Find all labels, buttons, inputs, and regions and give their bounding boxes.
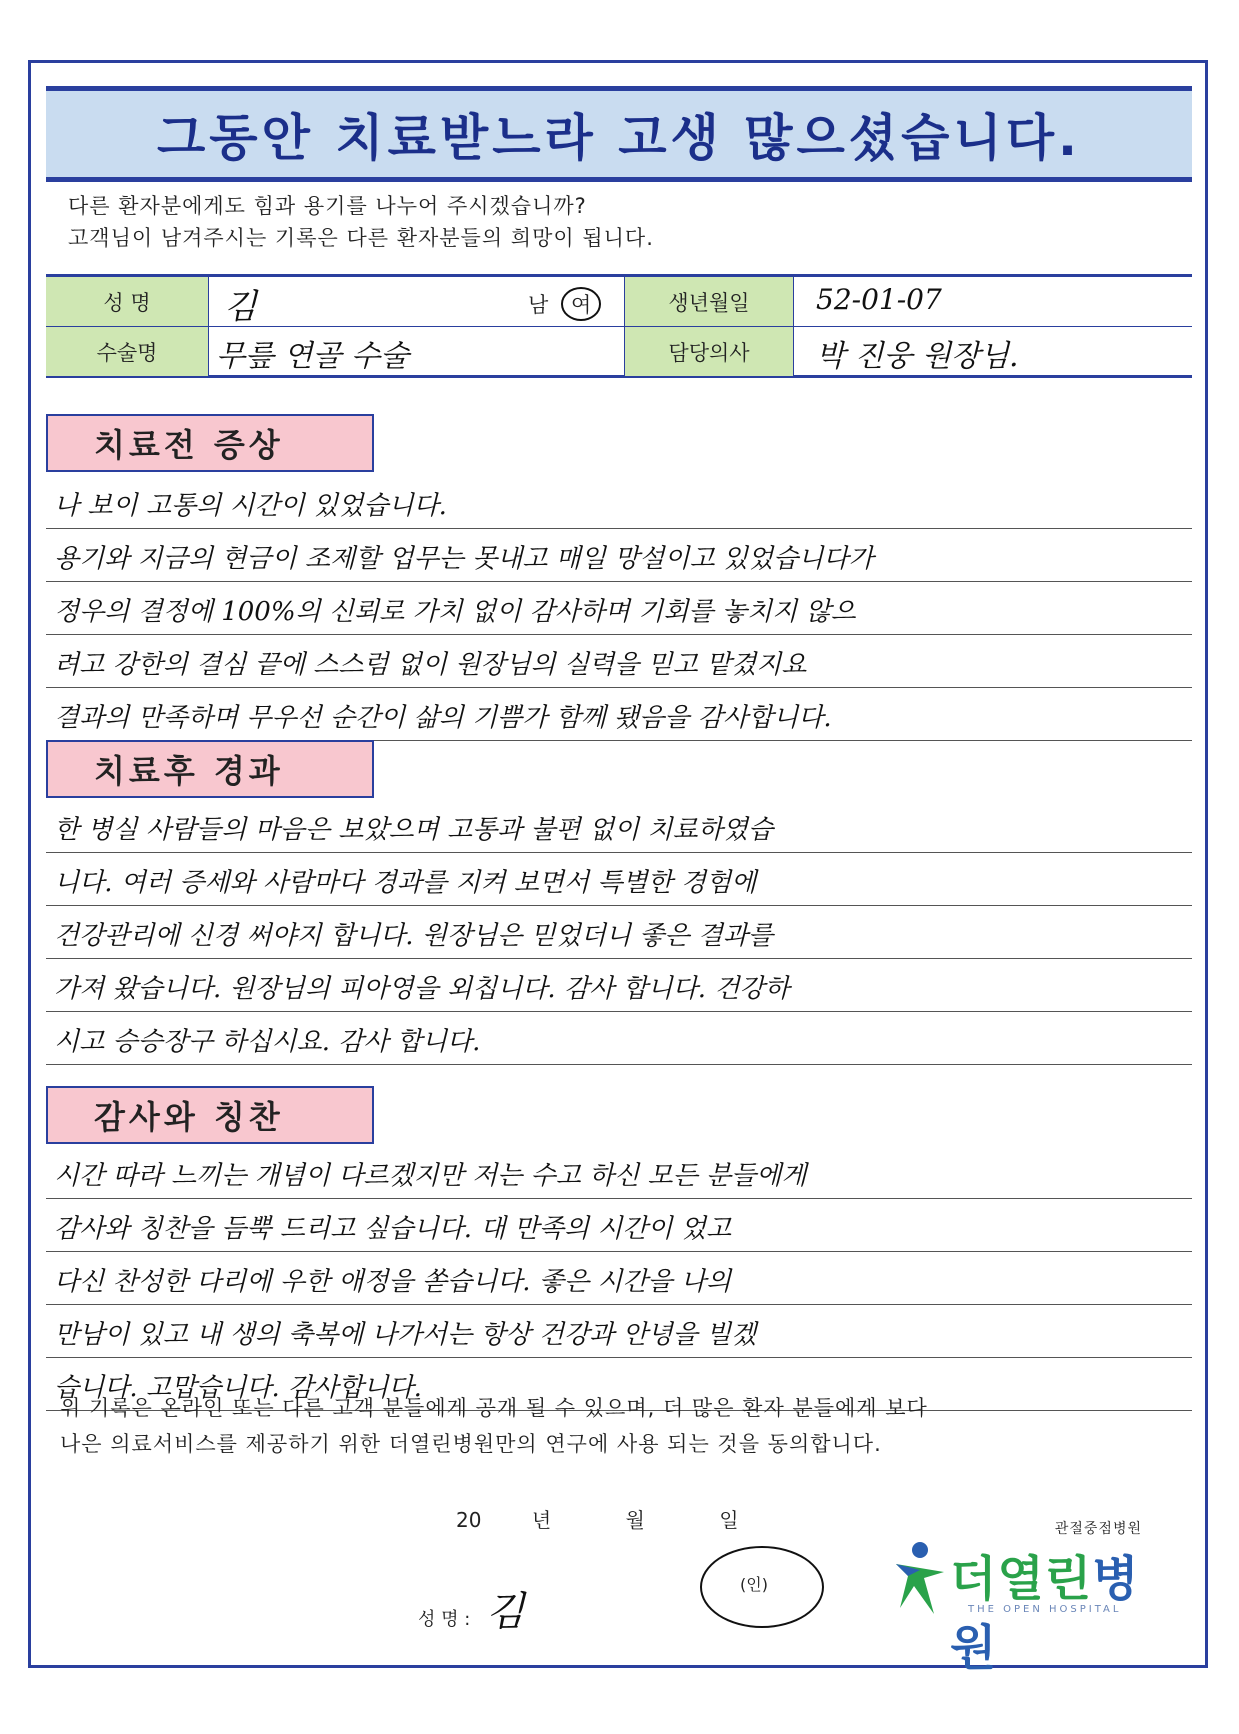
date-field (456, 1504, 739, 1533)
handwritten-line: 나 보이 고통의 시간이 있었습니다. (46, 476, 1192, 529)
handwritten-line: 결과의 만족하며 무우선 순간이 삶의 기쁨가 함께 됐음을 감사합니다. (46, 688, 1192, 741)
handwritten-line: 니다. 여러 증세와 사람마다 경과를 지켜 보면서 특별한 경험에 (46, 853, 1192, 906)
handwritten-line: 건강관리에 신경 써야지 합니다. 원장님은 믿었더니 좋은 결과를 (46, 906, 1192, 959)
section-heading-after: 치료후 경과 (46, 740, 374, 798)
logo-name: 더열린병원 (950, 1551, 1140, 1676)
birth-label: 생년월일 (624, 277, 794, 326)
handwritten-line: 용기와 지금의 현금이 조제할 업무는 못내고 매일 망설이고 있었습니다가 (46, 529, 1192, 582)
name-value: 김 (224, 287, 257, 327)
handwritten-line: 습니다. 고맙습니다. 감사합니다. (46, 1358, 1192, 1411)
date-month-unit: 월 (625, 1508, 645, 1532)
doctor-value: 박 진웅 원장님. (816, 339, 1019, 374)
section-lines-before (46, 476, 1192, 741)
section-lines-after (46, 800, 1192, 1065)
section-heading-thanks: 감사와 칭찬 (46, 1086, 374, 1144)
signature-label: 성 명 : (418, 1609, 471, 1630)
handwritten-line: 정우의 결정에 100%의 신뢰로 가치 없이 감사하며 기회를 놓치지 않으 (46, 582, 1192, 635)
logo-subtitle: 관절중점병원 (1054, 1521, 1142, 1537)
consent-line-1: 위 기록은 온라인 또는 다른 고객 분들에게 공개 될 수 있으며, 더 많은 환자 분들에게 보다 (60, 1396, 928, 1420)
page-title: 그동안 치료받느라 고생 많으셨습니다. (156, 109, 1081, 167)
signature-field (418, 1580, 525, 1637)
handwritten-line: 한 병실 사람들의 마음은 보았으며 고통과 불편 없이 치료하였습 (46, 800, 1192, 853)
surgery-label: 수술명 (46, 327, 209, 376)
doctor-label: 담당의사 (624, 327, 794, 376)
handwritten-line: 만남이 있고 내 생의 축복에 나가서는 항상 건강과 안녕을 빌겠 (46, 1305, 1192, 1358)
logo-english: THE OPEN HOSPITAL (968, 1604, 1122, 1615)
logo-figure-icon (890, 1538, 950, 1618)
date-year-unit: 년 (531, 1508, 552, 1532)
name-label: 성 명 (46, 277, 209, 326)
hospital-logo (890, 1518, 1150, 1676)
handwritten-line: 려고 강한의 결심 끝에 스스럼 없이 원장님의 실력을 믿고 맡겼지요 (46, 635, 1192, 688)
date-day-unit: 일 (719, 1508, 739, 1532)
handwritten-line: 다신 찬성한 다리에 우한 애정을 쏟습니다. 좋은 시간을 나의 (46, 1252, 1192, 1305)
info-row-2 (46, 327, 1192, 376)
signature-value: 김 (486, 1589, 525, 1635)
title-banner (46, 86, 1192, 182)
info-row-1 (46, 277, 1192, 327)
handwritten-line: 가져 왔습니다. 원장님의 피아영을 외칩니다. 감사 합니다. 건강하 (46, 959, 1192, 1012)
handwritten-line: 시간 따라 느끼는 개념이 다르겠지만 저는 수고 하신 모든 분들에게 (46, 1146, 1192, 1199)
gender-male: 남 (528, 293, 549, 317)
intro-line-1: 다른 환자분에게도 힘과 용기를 나누어 주시겠습니까? (68, 194, 587, 218)
date-year: 20 (456, 1508, 482, 1532)
birth-value: 52-01-07 (816, 283, 942, 316)
section-lines-thanks (46, 1146, 1192, 1411)
handwritten-line: 시고 승승장구 하십시요. 감사 합니다. (46, 1012, 1192, 1065)
surgery-value: 무릎 연골 수술 (216, 339, 409, 374)
gender-female-selected: 여 (561, 287, 601, 321)
section-heading-before: 치료전 증상 (46, 414, 374, 472)
seal-mark: (인) (740, 1575, 768, 1594)
consent-line-2: 나은 의료서비스를 제공하기 위한 더열린병원만의 연구에 사용 되는 것을 동의합니다. (60, 1432, 882, 1456)
intro-line-2: 고객님이 남겨주시는 기록은 다른 환자분들의 희망이 됩니다. (68, 226, 654, 250)
gender-field (528, 287, 601, 321)
handwritten-line: 감사와 칭찬을 듬뿍 드리고 싶습니다. 대 만족의 시간이 었고 (46, 1199, 1192, 1252)
patient-info-table (46, 274, 1192, 378)
